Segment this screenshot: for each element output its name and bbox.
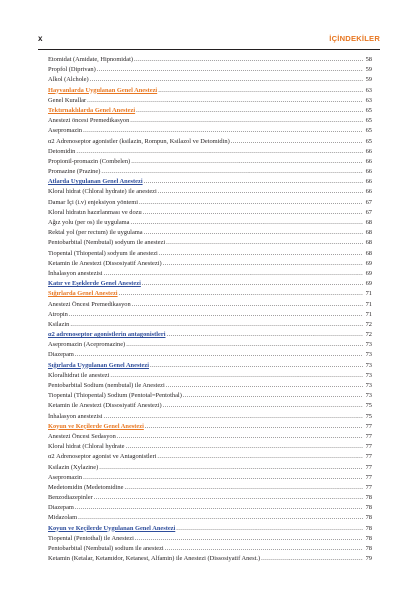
dot-leader (166, 330, 363, 340)
dot-leader (165, 544, 363, 554)
toc-entry[interactable] (48, 96, 372, 106)
dot-leader (70, 320, 363, 330)
toc-entry[interactable] (48, 401, 372, 411)
toc-entry-title: Asepromazin (48, 473, 83, 481)
toc-entry-page: 73 (365, 382, 372, 389)
toc-entry[interactable] (48, 483, 372, 493)
dot-leader (97, 65, 363, 75)
toc-entry-page: 66 (365, 188, 372, 196)
toc-entry[interactable] (48, 218, 372, 228)
toc-entry-title: Anestezi öncesi Premedikasyon (48, 117, 130, 125)
toc-entry-page: 71 (365, 300, 372, 308)
toc-entry-title: Propionil-promazin (Combelen) (48, 157, 131, 165)
toc-entry[interactable] (48, 198, 372, 208)
toc-entry-title: Koyun ve Keçilerde Genel Anestezi (48, 422, 144, 430)
toc-entry[interactable] (48, 187, 372, 197)
toc-entry[interactable] (48, 269, 372, 279)
dot-leader (159, 249, 363, 259)
toc-entry[interactable] (48, 75, 372, 85)
toc-entry-page: 65 (365, 117, 372, 125)
toc-entry-page: 66 (365, 178, 372, 186)
toc-section-heading[interactable] (48, 422, 372, 432)
toc-entry-title: Koyun ve Keçilerde Uygulanan Genel Anestezi (48, 524, 176, 532)
toc-entry-page: 69 (365, 259, 372, 267)
toc-section-heading[interactable] (48, 86, 372, 96)
toc-entry-title: Diazepam (48, 504, 74, 512)
toc-section-heading[interactable] (48, 106, 372, 116)
toc-entry-title: Asepromazin (Acepromazine) (48, 341, 126, 349)
dot-leader (158, 187, 363, 197)
dot-leader (83, 473, 363, 483)
dot-leader (142, 279, 363, 289)
dot-leader (103, 269, 363, 279)
toc-entry-page: 78 (365, 524, 372, 532)
toc-entry-page: 68 (365, 219, 372, 226)
dot-leader (101, 167, 363, 177)
toc-entry-title: α2 Adrenoseptor agonistler (ksilazin, Rompun, Ksilazol ve Detomidin) (48, 137, 230, 145)
dot-leader (176, 524, 363, 534)
toc-entry-page: 78 (365, 494, 372, 502)
toc-entry-title: İnhalasyon anestezisi (48, 412, 103, 420)
dot-leader (134, 55, 363, 65)
toc-entry-page: 65 (365, 106, 372, 114)
toc-entry[interactable] (48, 65, 372, 75)
toc-entry-title: Kloralhidrat ile anestezi (48, 371, 110, 379)
toc-entry-page: 63 (365, 86, 372, 94)
toc-entry-page: 72 (365, 320, 372, 328)
toc-entry-page: 77 (365, 483, 372, 491)
running-title: İÇİNDEKİLER (329, 34, 380, 43)
dot-leader (75, 503, 363, 513)
toc-entry[interactable] (48, 228, 372, 238)
dot-leader (136, 106, 363, 116)
dot-leader (103, 412, 363, 422)
dot-leader (157, 452, 363, 462)
toc-entry-page: 75 (365, 402, 372, 410)
toc-entry-title: Ksilazin (Xylazine) (48, 463, 99, 471)
toc-entry[interactable] (48, 147, 372, 157)
toc-entry-page: 65 (365, 137, 372, 145)
dot-leader (183, 391, 363, 401)
dot-leader (144, 228, 363, 238)
toc-entry-title: Sığırlarda Genel Anestezi (48, 290, 118, 298)
toc-entry[interactable] (48, 300, 372, 310)
toc-entry-page: 73 (365, 392, 372, 400)
toc-section-heading[interactable] (48, 289, 372, 299)
dot-leader (119, 289, 363, 299)
toc-entry-title: Ketamin ile Anestezi (Dissosiyatif Anestezi) (48, 259, 162, 267)
toc-entry-title: Ksilazin (48, 320, 70, 328)
dot-leader (130, 218, 363, 228)
toc-entry-title: İnhalasyon anestezisi (48, 269, 103, 277)
dot-leader (78, 513, 363, 523)
dot-leader (69, 310, 363, 320)
toc-entry-title: Hayvanlarda Uygulanan Genel Anestezi (48, 86, 158, 94)
toc-entry[interactable] (48, 157, 372, 167)
toc-entry-title: Pentobarbital (Nembutal) sodium ile anestezi (48, 545, 164, 552)
dot-leader (158, 86, 363, 96)
toc-entry[interactable] (48, 320, 372, 330)
dot-leader (143, 208, 363, 218)
dot-leader (139, 198, 363, 208)
toc-entry[interactable] (48, 432, 372, 442)
toc-entry-title: Anestezi Öncesi Premedikasyon (48, 300, 131, 308)
toc-entry-title: Anestezi Öncesi Sedasyon (48, 432, 116, 440)
toc-entry-page: 67 (365, 208, 372, 216)
toc-section-heading[interactable] (48, 330, 372, 340)
toc-entry[interactable] (48, 249, 372, 259)
toc-entry[interactable] (48, 208, 372, 218)
toc-entry-title: Kloral hidrat (Chloral hydrate (48, 443, 125, 451)
toc-entry-title: Detomidin (48, 147, 76, 155)
dot-leader (135, 534, 363, 544)
dot-leader (124, 483, 363, 493)
dot-leader (117, 432, 363, 442)
toc-entry-title: Katır ve Eşeklerde Genel Anestezi (48, 280, 141, 288)
toc-entry-page: 66 (365, 147, 372, 155)
toc-entry-title: Damar İçi (i.v) enjeksiyon yöntemi (48, 198, 138, 206)
toc-entry-page: 73 (365, 351, 372, 359)
toc-entry-page: 73 (365, 341, 372, 349)
toc-section-heading[interactable] (48, 524, 372, 534)
toc-entry[interactable] (48, 493, 372, 503)
toc-entry-title: Kloral hidrat (Chloral hydrate) ile anestezi (48, 188, 157, 196)
dot-leader (163, 259, 363, 269)
dot-leader (163, 401, 363, 411)
toc-entry-page: 68 (365, 229, 372, 237)
toc-entry-page: 69 (365, 269, 372, 277)
toc-entry[interactable] (48, 381, 372, 391)
toc-entry[interactable] (48, 391, 372, 401)
toc-entry-title: Ketamin (Ketalar, Ketamidor, Ketanest, Alfamin) ile Anestezi (Dissosiyatif Anest.) (48, 555, 261, 563)
dot-leader (261, 554, 363, 564)
toc-entry-page: 66 (365, 168, 372, 176)
toc-entry-title: Ağız yolu (per os) ile uygulama (48, 219, 130, 226)
toc-entry-page: 66 (365, 157, 372, 165)
toc-entry-title: Diazepam (48, 351, 74, 359)
toc-entry-title: Pentobarbital Sodium (nembutal) ile Anestezi (48, 382, 165, 389)
toc-entry[interactable] (48, 544, 372, 554)
toc-entry[interactable] (48, 137, 372, 147)
toc-entry[interactable] (48, 463, 372, 473)
toc-entry[interactable] (48, 503, 372, 513)
dot-leader (126, 442, 364, 452)
dot-leader (166, 381, 363, 391)
toc-entry[interactable] (48, 238, 372, 248)
toc-entry-page: 78 (365, 504, 372, 512)
toc-section-heading[interactable] (48, 279, 372, 289)
toc-entry-page: 67 (365, 198, 372, 206)
dot-leader (75, 350, 363, 360)
toc-entry-page: 68 (365, 249, 372, 257)
toc-entry-page: 65 (365, 127, 372, 135)
toc-entry-title: Midazolam (48, 514, 78, 522)
toc-entry[interactable] (48, 473, 372, 483)
toc-entry-title: Pentobarbital (Nembutal) sodyum ile anestezi (48, 239, 166, 247)
toc-entry-page: 58 (365, 56, 372, 63)
toc-entry[interactable] (48, 452, 372, 462)
toc-entry-title: Atropin (48, 310, 68, 318)
toc-entry-title: Kloral hidratın hazırlanması ve dozu (48, 208, 142, 216)
toc-entry-title: Etomidat (Amidate, Hipnomidat) (48, 56, 134, 63)
dot-leader (87, 96, 363, 106)
toc-entry[interactable] (48, 167, 372, 177)
dot-leader (130, 116, 363, 126)
dot-leader (131, 157, 363, 167)
toc-entry[interactable] (48, 513, 372, 523)
dot-leader (126, 340, 363, 350)
toc-entry-page: 78 (365, 514, 372, 522)
toc-entry[interactable] (48, 534, 372, 544)
page-number: x (38, 34, 43, 43)
toc-entry-title: Rektal yol (per rectum) ile uygulama (48, 229, 143, 237)
toc-entry-page: 69 (365, 280, 372, 288)
toc-entry-page: 77 (365, 473, 372, 481)
toc-entry[interactable] (48, 259, 372, 269)
dot-leader (144, 177, 363, 187)
dot-leader (145, 422, 363, 432)
page-header (38, 34, 380, 48)
dot-leader (83, 126, 363, 136)
toc-entry-title: Propfol (Diprivan) (48, 66, 96, 74)
dot-leader (132, 300, 363, 310)
dot-leader (150, 361, 363, 371)
toc-entry-page: 78 (365, 545, 372, 552)
toc-entry-title: α2 adrenoseptor agonistlerin antagonistleri (48, 331, 166, 339)
toc-entry-page: 73 (365, 361, 372, 369)
table-of-contents (48, 55, 372, 564)
toc-entry-title: Ketamin ile Anestezi (Dissosiyatif Anestezi) (48, 402, 162, 410)
toc-entry[interactable] (48, 116, 372, 126)
header-divider (38, 49, 380, 50)
toc-entry-page: 75 (365, 412, 372, 420)
dot-leader (166, 238, 363, 248)
toc-entry-page: 77 (365, 463, 372, 471)
toc-entry-page: 68 (365, 239, 372, 247)
toc-entry-title: Tiopental (Pentothal) ile Anestezi (48, 534, 134, 542)
toc-entry-page: 77 (365, 453, 372, 461)
toc-entry-title: Promazine (Prazine) (48, 168, 101, 176)
toc-entry-page: 77 (365, 422, 372, 430)
toc-entry-title: Alkol (Alchole) (48, 76, 89, 84)
toc-entry-page: 63 (365, 96, 372, 104)
toc-entry[interactable] (48, 55, 372, 65)
toc-entry-title: Atlarda Uygulanan Genel Anestezi (48, 178, 143, 186)
dot-leader (99, 463, 363, 473)
dot-leader (94, 493, 363, 503)
toc-entry-title: Sığırlarda Uygulanan Genel Anestezi (48, 361, 150, 369)
toc-entry[interactable] (48, 126, 372, 136)
toc-entry[interactable] (48, 350, 372, 360)
dot-leader (76, 147, 363, 157)
toc-entry-title: Benzodiazepinler (48, 494, 93, 502)
toc-entry-page: 59 (365, 66, 372, 74)
toc-entry-page: 71 (365, 290, 372, 298)
dot-leader (110, 371, 363, 381)
toc-section-heading[interactable] (48, 177, 372, 187)
toc-entry[interactable] (48, 340, 372, 350)
toc-entry-page: 77 (365, 432, 372, 440)
dot-leader (90, 75, 363, 85)
toc-entry-title: Genel Kurallar (48, 96, 87, 104)
toc-entry[interactable] (48, 554, 372, 564)
toc-entry[interactable] (48, 310, 372, 320)
toc-entry-title: α2 Adrenoseptor agonist ve Antagonistleri (48, 453, 157, 461)
toc-entry-page: 59 (365, 76, 372, 84)
toc-entry[interactable] (48, 412, 372, 422)
toc-entry-page: 77 (365, 443, 372, 451)
dot-leader (231, 137, 363, 147)
toc-entry-page: 73 (365, 371, 372, 379)
toc-entry-title: Medetomidin (Medetomidine (48, 483, 124, 491)
toc-entry-title: Asepromazin (48, 127, 83, 135)
toc-section-heading[interactable] (48, 361, 372, 371)
toc-entry-page: 72 (365, 331, 372, 339)
toc-entry-title: Tiopental (Thiopental) sodyum ile anestezi (48, 249, 158, 257)
toc-entry[interactable] (48, 442, 372, 452)
toc-entry-page: 71 (365, 310, 372, 318)
toc-entry[interactable] (48, 371, 372, 381)
toc-entry-page: 79 (365, 555, 372, 563)
toc-entry-title: Tiopental (Thiopental) Sodium (Pentotal=Pentothal) (48, 392, 182, 400)
toc-entry-page: 78 (365, 534, 372, 542)
toc-entry-title: Tektırnaklılarda Genel Anestezi (48, 106, 136, 114)
